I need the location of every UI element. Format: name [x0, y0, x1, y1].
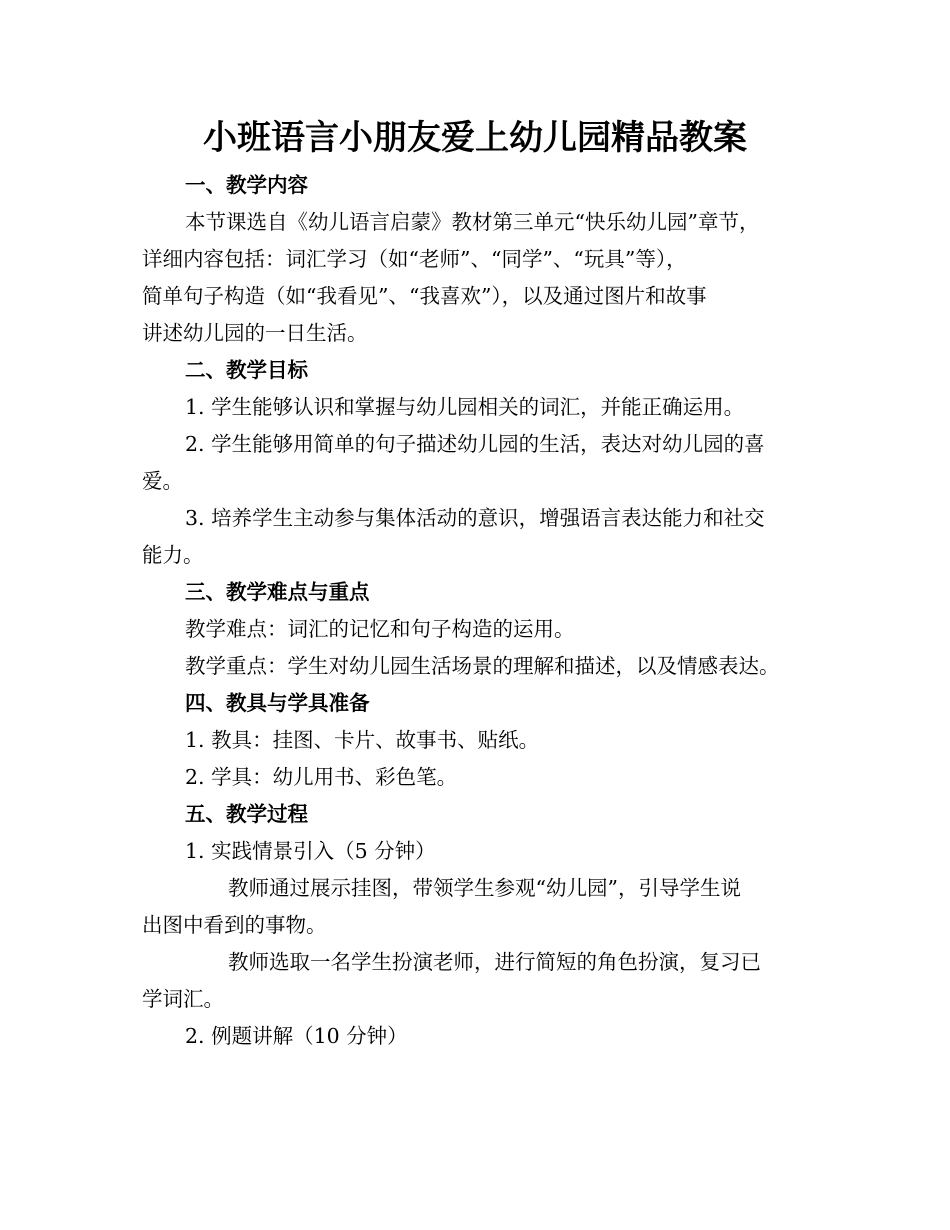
list-item: 1. 学生能够认识和掌握与幼儿园相关的词汇，并能正确运用。: [185, 395, 745, 419]
paragraph-line: 学词汇。: [142, 987, 224, 1011]
list-item: 3. 培养学生主动参与集体活动的意识，增强语言表达能力和社交: [185, 506, 765, 530]
list-item-continuation: 能力。: [142, 543, 204, 567]
section-heading-materials: 四、教具与学具准备: [185, 691, 370, 715]
paragraph-line: 详细内容包括：词汇学习（如“老师”、“同学”、“玩具”等），: [142, 247, 687, 271]
paragraph-line: 讲述幼儿园的一日生活。: [142, 321, 368, 345]
list-item-continuation: 爱。: [142, 469, 183, 493]
list-item: 1. 实践情景引入（5 分钟）: [185, 839, 436, 863]
list-item: 2. 学生能够用简单的句子描述幼儿园的生活，表达对幼儿园的喜: [185, 432, 765, 456]
section-heading-content: 一、教学内容: [185, 173, 308, 197]
paragraph-line: 教师通过展示挂图，带领学生参观“幼儿园”，引导学生说: [228, 876, 741, 900]
paragraph-line: 教学重点：学生对幼儿园生活场景的理解和描述，以及情感表达。: [185, 654, 780, 678]
paragraph-line: 教师选取一名学生扮演老师，进行简短的角色扮演，复习已: [228, 950, 761, 974]
list-item: 1. 教具：挂图、卡片、故事书、贴纸。: [185, 728, 540, 752]
list-item: 2. 例题讲解（10 分钟）: [185, 1024, 408, 1048]
section-heading-objectives: 二、教学目标: [185, 358, 308, 382]
paragraph-line: 简单句子构造（如“我看见”、“我喜欢”），以及通过图片和故事: [142, 284, 707, 308]
section-heading-difficulties: 三、教学难点与重点: [185, 580, 370, 604]
paragraph-line: 教学难点：词汇的记忆和句子构造的运用。: [185, 617, 575, 641]
paragraph-line: 本节课选自《幼儿语言启蒙》教材第三单元“快乐幼儿园”章节，: [185, 210, 760, 234]
paragraph-line: 出图中看到的事物。: [142, 913, 327, 937]
section-heading-process: 五、教学过程: [185, 802, 308, 826]
list-item: 2. 学具：幼儿用书、彩色笔。: [185, 765, 458, 789]
document-title: 小班语言小朋友爱上幼儿园精品教案: [203, 118, 747, 158]
